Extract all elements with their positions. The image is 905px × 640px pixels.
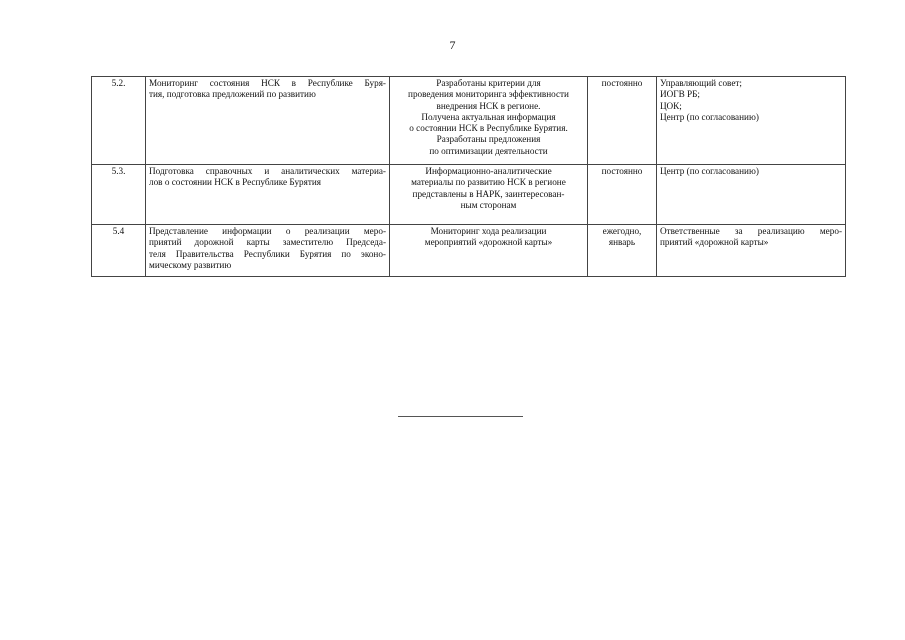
- table-row: [92, 77, 846, 165]
- action-cell: Представление информации о реализации меро- приятий дорожной карты заместителю Председа- теля Правительства Республики Бурятия по эконо- мическому развитию: [146, 225, 390, 277]
- roadmap-table: [91, 76, 846, 277]
- table-row: [92, 225, 846, 277]
- row-number-cell: 5.4: [92, 225, 146, 277]
- term-cell: постоянно: [588, 77, 657, 165]
- responsible-cell: Ответственные за реализацию меро- приятий «дорожной карты»: [657, 225, 846, 277]
- result-cell: Разработаны критерии для проведения мониторинга эффективности внедрения НСК в регионе. Получена актуальная информация о состоянии НСК в Республике Бурятия. Разработаны предложения по оптимизации деятельности: [390, 77, 588, 165]
- term-cell: постоянно: [588, 165, 657, 225]
- responsible-cell: Управляющий совет; ИОГВ РБ; ЦОК; Центр (по согласованию): [657, 77, 846, 165]
- row-number-cell: 5.2.: [92, 77, 146, 165]
- end-of-document-rule: [398, 416, 523, 417]
- page-number: 7: [449, 38, 456, 52]
- row-number-cell: 5.3.: [92, 165, 146, 225]
- term-cell: ежегодно, январь: [588, 225, 657, 277]
- table-row: [92, 165, 846, 225]
- action-cell: Подготовка справочных и аналитических материа- лов о состоянии НСК в Республике Бурятия: [146, 165, 390, 225]
- responsible-cell: Центр (по согласованию): [657, 165, 846, 225]
- result-cell: Информационно-аналитические материалы по развитию НСК в регионе представлены в НАРК, заинтересован- ным сторонам: [390, 165, 588, 225]
- result-cell: Мониторинг хода реализации мероприятий «дорожной карты»: [390, 225, 588, 277]
- action-cell: Мониторинг состояния НСК в Республике Буря- тия, подготовка предложений по развитию: [146, 77, 390, 165]
